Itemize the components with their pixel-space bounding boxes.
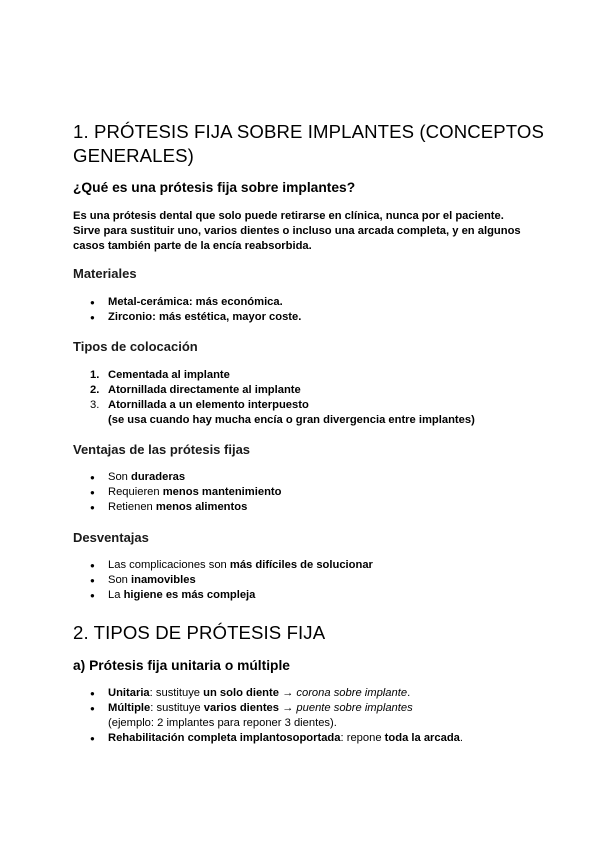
list-item-mid: : sustituye [149, 687, 204, 699]
bullet-icon: ● [90, 473, 95, 482]
list-item-text [108, 573, 196, 588]
question-heading: ¿Qué es una prótesis fija sobre implantes? [73, 180, 356, 195]
bullet-icon: ● [90, 561, 95, 570]
materiales-heading: Materiales [73, 266, 137, 281]
bullet-icon: ● [90, 704, 95, 713]
bullet-icon: ● [90, 591, 95, 600]
definition-line-2: Sirve para sustituir uno, varios dientes o incluso una arcada completa, y en algunos [73, 225, 521, 237]
bullet-icon: ● [90, 576, 95, 585]
bullet-icon: ● [90, 734, 95, 743]
bullet-icon: ● [90, 313, 95, 322]
list-item-text [108, 558, 373, 573]
list-item-text: Metal-cerámica: más económica. [108, 296, 283, 308]
list-item-bold: higiene es más compleja [123, 589, 256, 601]
list-item-mid: : repone [340, 732, 385, 744]
definition-line-3: casos también parte de la encía reabsorbida. [73, 240, 312, 252]
bullet-icon: ● [90, 503, 95, 512]
section-1-title-line-2: GENERALES) [73, 145, 194, 166]
list-number: 3. [90, 399, 100, 411]
list-item-text: Atornillada a un elemento interpuesto [108, 399, 309, 411]
arrow-icon: → [278, 687, 297, 699]
list-item-label: Múltiple [108, 702, 151, 714]
list-item-bold: más difíciles de solucionar [229, 559, 373, 571]
list-item-prefix: Retienen [108, 501, 156, 513]
list-item-text [108, 686, 410, 701]
list-item-text [108, 701, 413, 716]
list-item-prefix: La [108, 589, 124, 601]
list-item-text: Cementada al implante [108, 369, 230, 381]
tipos-heading: Tipos de colocación [73, 339, 198, 354]
list-item-bold: varios dientes [203, 702, 279, 714]
list-item-end: . [459, 732, 464, 744]
list-item-label: Rehabilitación completa implantosoportada [108, 732, 341, 744]
definition-line-1: Es una prótesis dental que solo puede retirarse en clínica, nunca por el paciente. [73, 210, 504, 222]
list-item-bold: toda la arcada [384, 732, 460, 744]
list-item-prefix: Son [108, 471, 132, 483]
list-item-text [108, 588, 255, 603]
ventajas-heading: Ventajas de las prótesis fijas [73, 442, 251, 457]
list-item-prefix: Son [108, 574, 132, 586]
list-item-bold: un solo diente [203, 687, 279, 699]
list-item-prefix: Requieren [108, 486, 163, 498]
list-item-bold: menos alimentos [155, 501, 248, 513]
list-item-bold: menos mantenimiento [162, 486, 282, 498]
list-number: 1. [90, 369, 100, 381]
list-item-text [108, 500, 247, 515]
bullet-icon: ● [90, 298, 95, 307]
section-1-title-line-1: 1. PRÓTESIS FIJA SOBRE IMPLANTES (CONCEPTOS [73, 121, 544, 142]
list-item-end: . [407, 687, 411, 699]
list-item-text [108, 731, 463, 746]
list-item-label: Unitaria [108, 687, 150, 699]
list-item-mid: : sustituye [150, 702, 204, 714]
list-item-prefix: Las complicaciones son [108, 559, 230, 571]
bullet-icon: ● [90, 488, 95, 497]
list-item-italic: corona sobre implante [296, 687, 408, 699]
list-number: 2. [90, 384, 100, 396]
section-2-subheading: a) Prótesis fija unitaria o múltiple [73, 658, 290, 673]
list-item-italic: puente sobre implantes [296, 702, 413, 714]
list-item-text [108, 485, 281, 500]
list-item-text [108, 470, 185, 485]
list-item-note-text: (ejemplo: 2 implantes para reponer 3 dientes). [108, 717, 337, 729]
list-item-bold: duraderas [131, 471, 186, 483]
list-item-text: Atornillada directamente al implante [108, 384, 301, 396]
list-item-note-text: (se usa cuando hay mucha encía o gran divergencia entre implantes) [108, 414, 475, 426]
section-2-title: 2. TIPOS DE PRÓTESIS FIJA [73, 622, 326, 643]
list-item-text: Zirconio: más estética, mayor coste. [108, 311, 302, 323]
list-item-bold: inamovibles [131, 574, 196, 586]
arrow-icon: → [279, 702, 297, 714]
bullet-icon: ● [90, 689, 95, 698]
desventajas-heading: Desventajas [73, 530, 149, 545]
